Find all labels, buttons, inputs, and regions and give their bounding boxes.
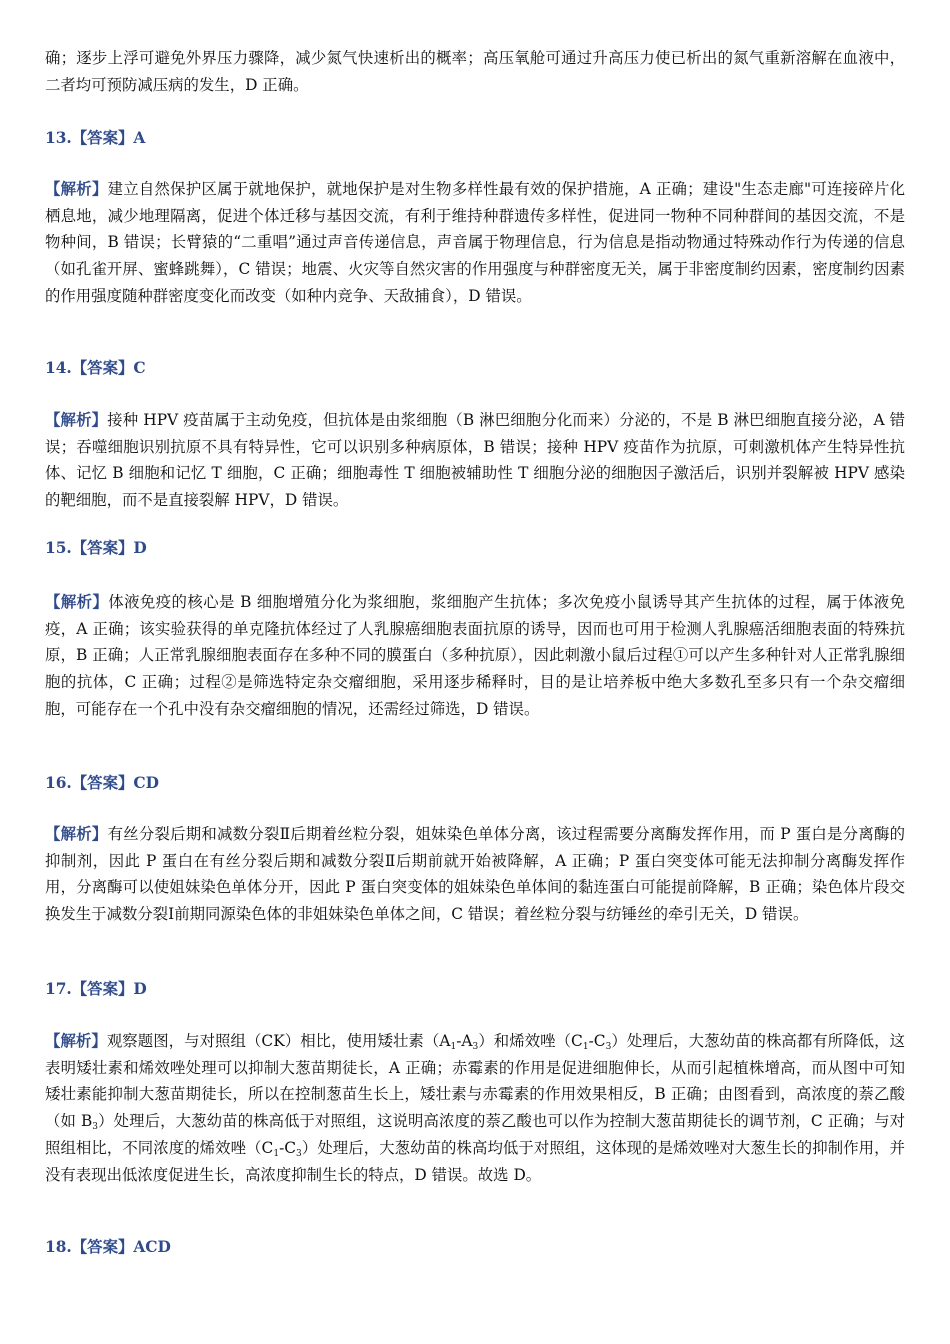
q14-number: 14. (45, 359, 72, 377)
q17-sub-c1: 1 (582, 1042, 589, 1052)
q16-analysis-text: 有丝分裂后期和减数分裂Ⅱ后期着丝粒分裂，姐妹染色单体分离，该过程需要分离酶发挥作用，而 P 蛋白是分离酶的抑制剂，因此 P 蛋白在有丝分裂后期和减数分裂Ⅱ后期前就开始被降解，A 正确；P 蛋白突变体可能无法抑制分离酶发挥作用，分离酶可以使姐妹染色单体分开，因此 P 蛋白突变体的姐妹染色单体间的黏连蛋白可能提前降解，B 正确；染色体片段交换发生于减数分裂Ⅰ前期同源染色体的非姐妹染色单体之间，C 错误；着丝粒分裂与纺锤丝的牵引无关，D 错误。 (45, 825, 905, 924)
q13-analysis-tag: 【解析】 (45, 180, 108, 198)
q17-analysis-text-2: -A (456, 1032, 473, 1050)
q14-analysis (45, 407, 905, 514)
q16-answer-tag: 【答案】 (71, 774, 134, 792)
q18-answer-line (45, 1236, 905, 1258)
q17-analysis-text-4: -C (588, 1032, 606, 1050)
q16-answer-line (45, 772, 905, 794)
q16-analysis (45, 821, 905, 928)
q15-answer-line (45, 537, 905, 559)
q13-analysis-text: 建立自然保护区属于就地保护，就地保护是对生物多样性最有效的保护措施，A 正确；建设"生态走廊"可连接碎片化栖息地，减少地理隔离，促进个体迁移与基因交流，有利于维持种群遗传多样性，促进同一物种不同种群间的基因交流，不是物种间，B 错误；长臂猿的“二重唱”通过声音传递信息，声音属于物理信息，行为信息是指动物通过特殊动作行为传递的信息（如孔雀开屏、蜜蜂跳舞），C 错误；地震、火灾等自然灾害的作用强度与种群密度无关，属于非密度制约因素，密度制约因素的作用强度随种群密度变化而改变（如种内竞争、天敌捕食），D 错误。 (45, 180, 905, 305)
q17-sub-c1b: 1 (273, 1148, 280, 1159)
q14-analysis-text: 接种 HPV 疫苗属于主动免疫，但抗体是由浆细胞（B 淋巴细胞分化而来）分泌的，不是 B 淋巴细胞直接分泌，A 错误；吞噬细胞识别抗原不具有特异性，它可以识别多种病原体，B 错误；接种 HPV 疫苗作为抗原，可刺激机体产生特异性抗体、记忆 B 细胞和记忆 T 细胞，C 正确；细胞毒性 T 细胞被辅助性 T 细胞分泌的细胞因子激活后，识别并裂解被 HPV 感染的靶细胞，而不是直接裂解 HPV，D 错误。 (45, 411, 905, 510)
intro-paragraph: 确；逐步上浮可避免外界压力骤降，减少氮气快速析出的概率；高压氧舱可通过升高压力使已析出的氮气重新溶解在血液中，二者均可预防减压病的发生，D 正确。 (45, 49, 905, 94)
q13-answer-line (45, 127, 905, 149)
q14-answer-value: C (133, 359, 146, 377)
q13-answer-value: A (133, 129, 146, 147)
q13-number: 13. (45, 129, 72, 147)
q15-analysis (45, 589, 905, 723)
q16-answer-value: CD (133, 774, 159, 792)
q17-sub-a3: 3 (472, 1042, 479, 1052)
q18-answer-tag: 【答案】 (71, 1238, 134, 1256)
q16-number: 16. (45, 774, 72, 792)
q17-answer-value: D (133, 980, 147, 998)
q18-number: 18. (45, 1238, 72, 1256)
q18-answer-value: ACD (133, 1238, 171, 1256)
q17-analysis-tag: 【解析】 (45, 1032, 107, 1050)
q17-analysis-text-1: 观察题图，与对照组（CK）相比，使用矮壮素（A (106, 1032, 451, 1050)
q17-sub-c3: 3 (605, 1042, 612, 1052)
q17-answer-line (45, 978, 905, 1000)
q17-analysis (45, 1028, 905, 1188)
q14-analysis-tag: 【解析】 (45, 411, 108, 429)
q17-analysis-text-8: ）处理后，大葱幼苗的株高均低于对照组，这体现的是烯效唑对大葱生长的抑制作用，并没有表现出低浓度促进生长，高浓度抑制生长的特点，D 错误。故选 D。 (45, 1138, 905, 1184)
q17-answer-tag: 【答案】 (71, 980, 134, 998)
q14-answer-line (45, 357, 905, 379)
q17-analysis-text-3: ）和烯效唑（C (478, 1032, 583, 1050)
q17-analysis-text-6: ）处理后，大葱幼苗的株高低于对照组，这说明高浓度的萘乙酸也可以作为控制大葱苗期徒长的调节剂，C 正确；与对照组相比，不同浓度的烯效唑（C (45, 1112, 905, 1157)
q13-answer-tag: 【答案】 (71, 129, 134, 147)
q15-answer-value: D (133, 539, 147, 557)
q17-sub-c3b: 3 (296, 1148, 302, 1159)
q17-sub-b3: 3 (92, 1122, 99, 1133)
q15-number: 15. (45, 539, 72, 557)
q17-analysis-text-7: -C (279, 1138, 297, 1157)
q13-analysis (45, 176, 905, 310)
q16-analysis-tag: 【解析】 (45, 825, 108, 843)
q17-sub-a1: 1 (450, 1042, 457, 1052)
q15-answer-tag: 【答案】 (71, 539, 134, 557)
q17-number: 17. (45, 980, 72, 998)
q17-analysis-text-5: ）处理后，大葱幼苗的株高都有所降低，这表明矮壮素和烯效唑处理可以抑制大葱苗期徒长，A 正确；赤霉素的作用是促进细胞伸长，从而引起植株增高，而从图中可知矮壮素能抑制大葱苗期徒长，所以在控制葱苗生长上，矮壮素与赤霉素的作用效果相反，B 正确；由图看到，高浓度的萘乙酸（如 B (45, 1032, 905, 1131)
q15-analysis-tag: 【解析】 (45, 593, 109, 611)
q14-answer-tag: 【答案】 (71, 359, 134, 377)
q15-analysis-text: 体液免疫的核心是 B 细胞增殖分化为浆细胞，浆细胞产生抗体；多次免疫小鼠诱导其产生抗体的过程，属于体液免疫，A 正确；该实验获得的单克隆抗体经过了人乳腺癌细胞表面抗原的诱导，因而也可用于检测人乳腺癌活细胞表面的特殊抗原，B 正确；人正常乳腺细胞表面存在多种不同的膜蛋白（多种抗原），因此刺激小鼠后过程①可以产生多种针对人正常乳腺细胞的抗体，C 正确；过程②是筛选特定杂交瘤细胞，采用逐步稀释时，目的是让培养板中绝大多数孔至多只有一个杂交瘤细胞，可能存在一个孔中没有杂交瘤细胞的情况，还需经过筛选，D 错误。 (45, 593, 905, 718)
